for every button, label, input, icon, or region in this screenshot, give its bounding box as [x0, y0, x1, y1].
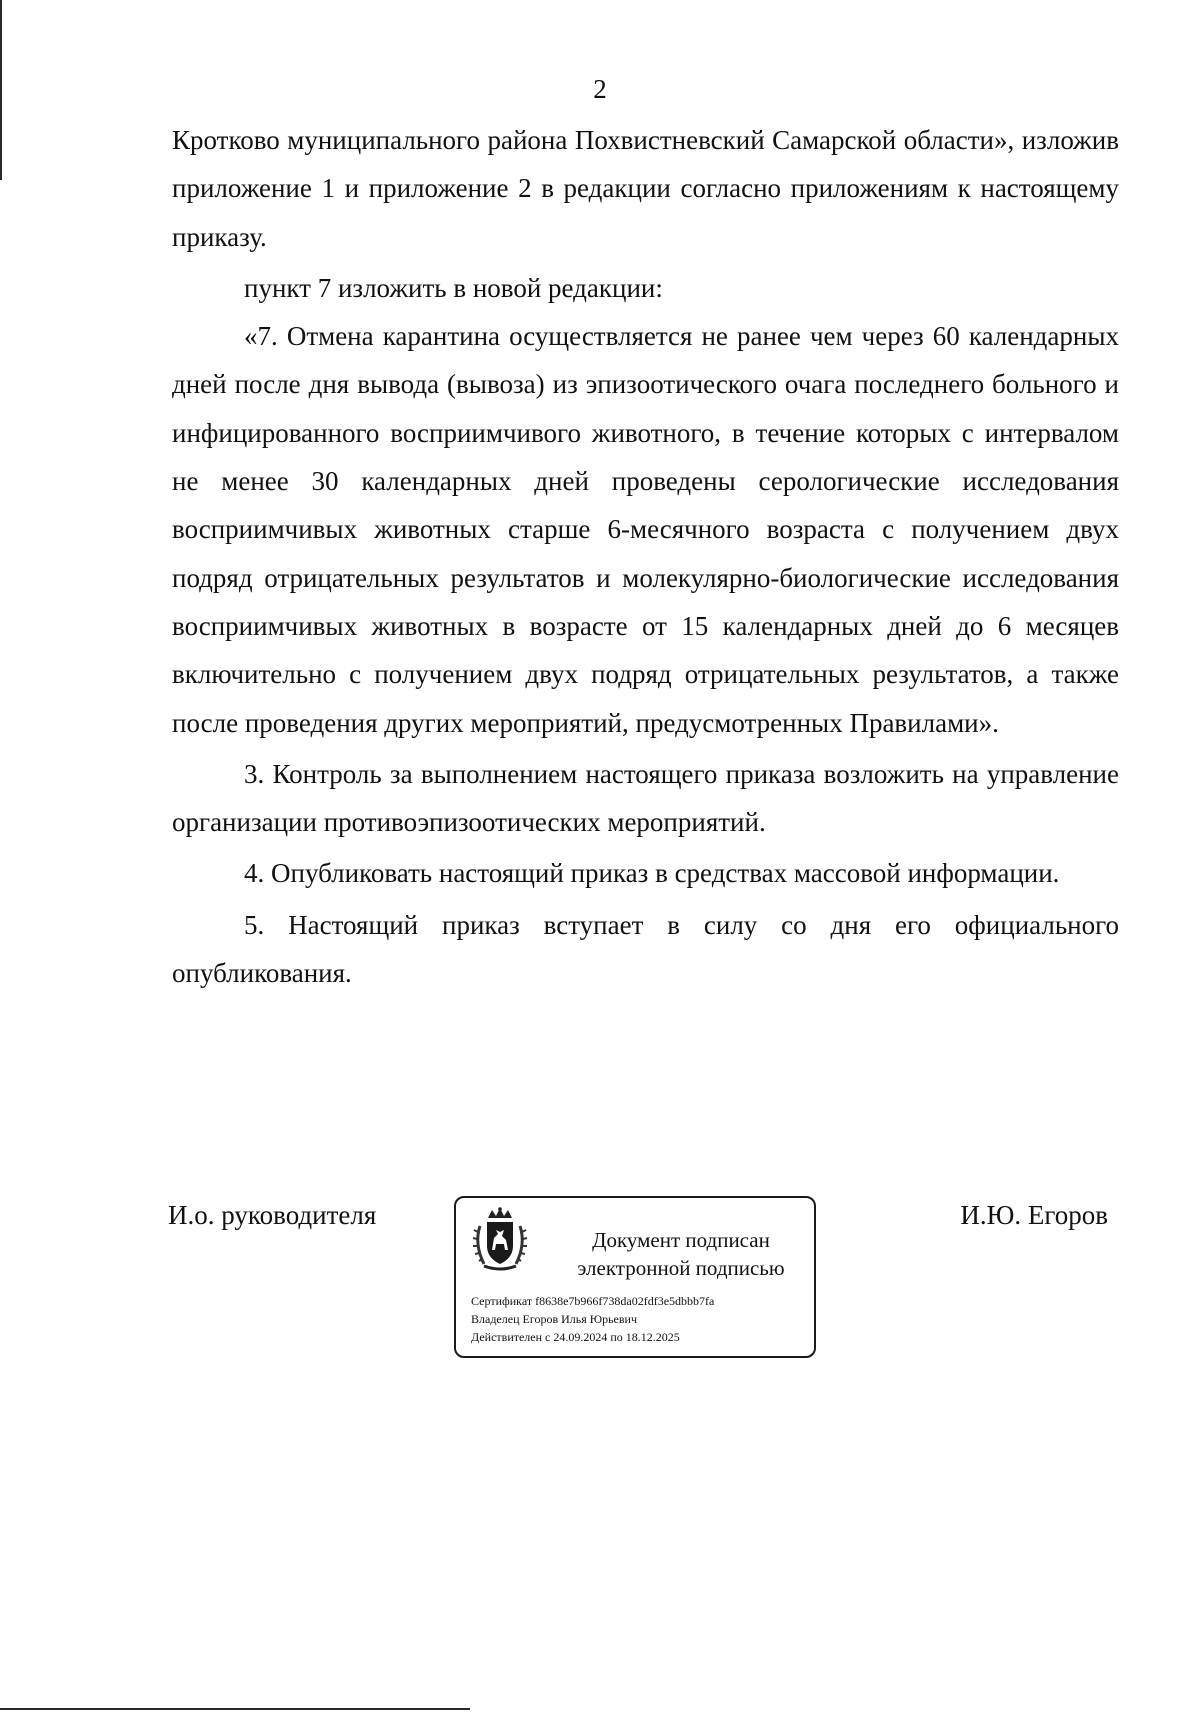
stamp-certificate: Сертификат f8638e7b966f738da02fdf3e5dbbb7fa — [471, 1294, 715, 1308]
signature-block — [168, 1196, 1108, 1376]
stamp-owner: Владелец Егоров Илья Юрьевич — [471, 1312, 638, 1326]
scan-edge-bottom — [0, 1708, 470, 1710]
paragraph-item-4: 4. Опубликовать настоящий приказ в средствах массовой информации. — [244, 858, 1060, 889]
electronic-signature-stamp — [454, 1196, 816, 1358]
stamp-title-line-1: Документ подписан — [592, 1228, 770, 1252]
document-body — [172, 116, 1119, 997]
stamp-details — [471, 1292, 714, 1346]
coat-of-arms-icon — [470, 1206, 530, 1274]
paragraph-item-7-intro: пункт 7 изложить в новой редакции: — [244, 272, 663, 303]
paragraph-item-5: 5. Настоящий приказ вступает в силу со дня его официального опубликования. — [172, 909, 1119, 989]
stamp-title-line-2: электронной подписью — [577, 1256, 785, 1280]
paragraph-continuation: Кротково муниципального района Похвистневский Самарской области», изложив приложение 1 и приложение 2 в редакции согласно приложениям к настоящему приказу. — [172, 125, 1119, 252]
signer-role: И.о. руководителя — [168, 1200, 377, 1230]
page-number: 2 — [593, 74, 607, 104]
paragraph-item-7-text: «7. Отмена карантина осуществляется не ранее чем через 60 календарных дней после дня вывода (вывоза) из эпизоотического очага последнего больного и инфицированного восприимчивого животного, в течение которых с интервалом не менее 30 календарных дней проведены серологические исследования восприимчивых животных старше 6-месячного возраста с получением двух подряд отрицательных результатов и молекулярно-биологические исследования восприимчивых животных в возрасте от 15 календарных дней до 6 месяцев включительно с получением двух подряд отрицательных результатов, а также после проведения других мероприятий, предусмотренных Правилами». — [172, 321, 1119, 738]
paragraph-item-3: 3. Контроль за выполнением настоящего приказа возложить на управление организации противоэпизоотических мероприятий. — [172, 758, 1119, 838]
stamp-validity: Действителен с 24.09.2024 по 18.12.2025 — [471, 1330, 680, 1344]
signer-name: И.Ю. Егоров — [960, 1200, 1108, 1230]
